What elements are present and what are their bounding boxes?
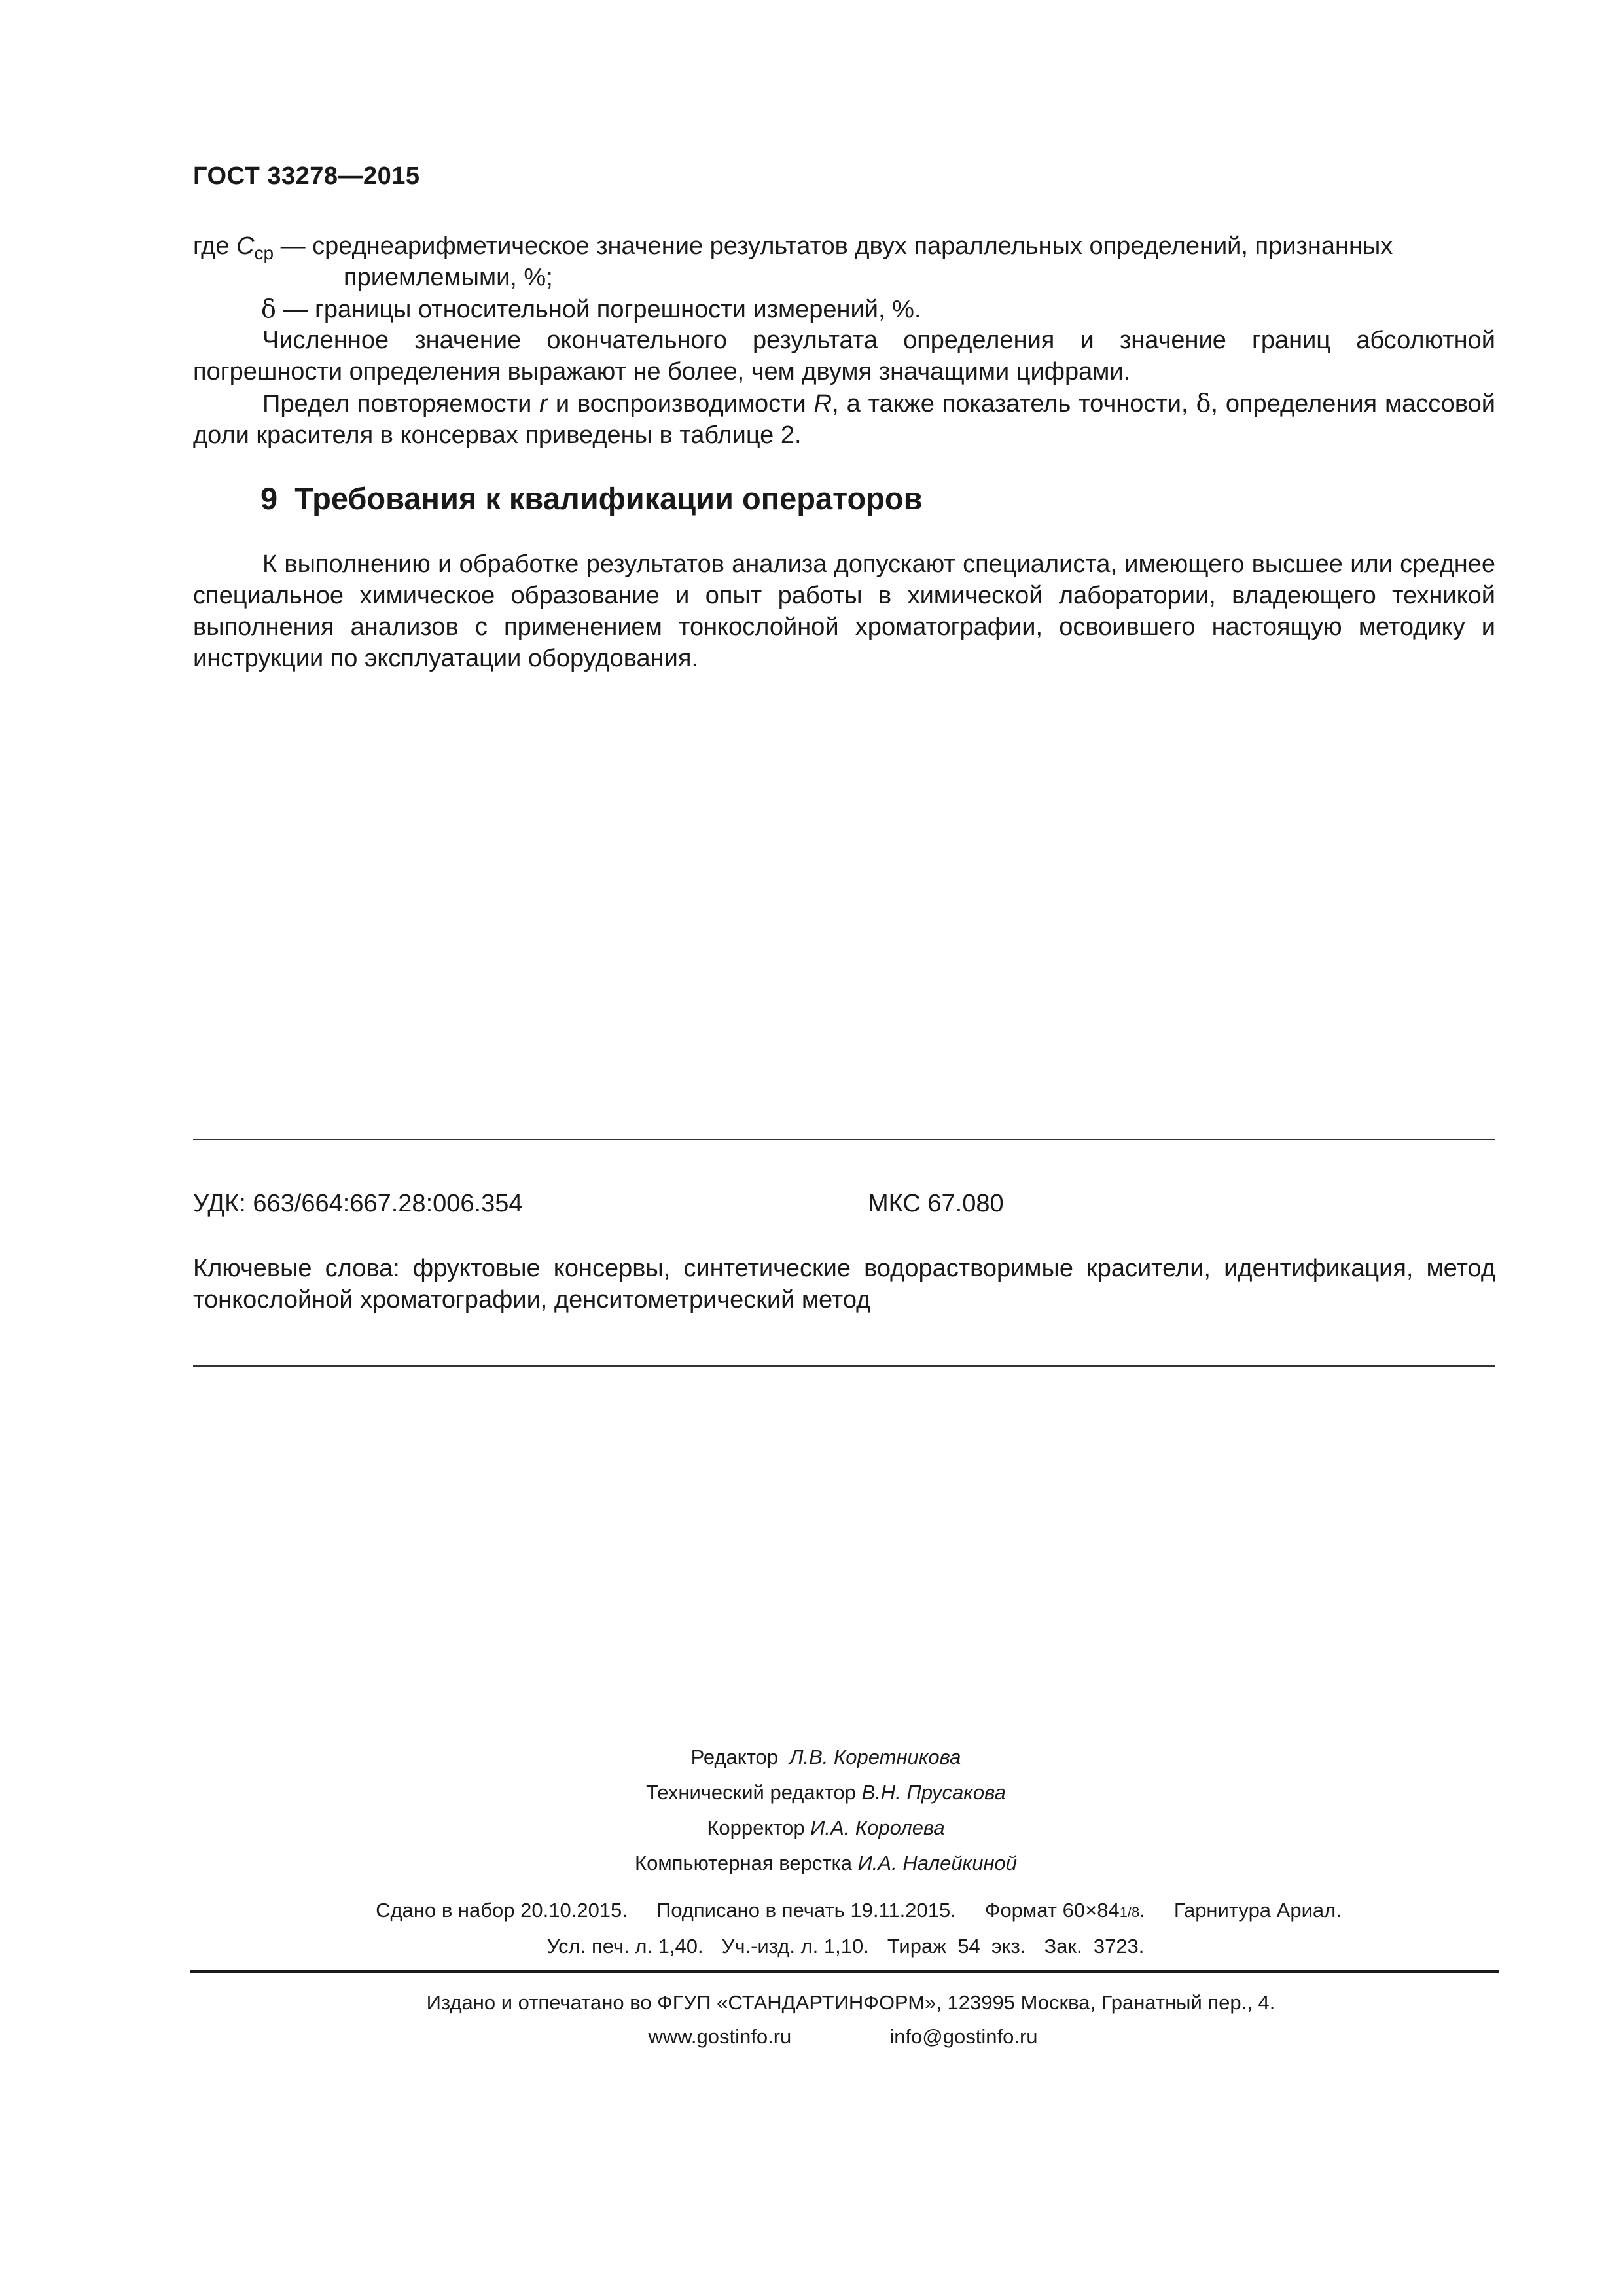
submitted-date: Сдано в набор 20.10.2015. xyxy=(376,1899,628,1922)
keywords: Ключевые слова: фруктовые консервы, синтетические водорастворимые красители, идентификация, метод тонкослойной хроматографии, денситометрический метод xyxy=(193,1255,1495,1314)
credit-name: Л.В. Коретникова xyxy=(789,1746,961,1768)
divider-top xyxy=(193,1139,1495,1140)
section-9-heading: 9 Требования к квалификации операторов xyxy=(260,481,923,516)
credit-role: Компьютерная верстка xyxy=(635,1852,858,1874)
credit-corrector xyxy=(14,1810,1623,1846)
credit-editor xyxy=(14,1740,1623,1775)
publisher-website-link[interactable]: www.gostinfo.ru xyxy=(648,2025,792,2048)
credit-name: И.А. Королева xyxy=(810,1816,945,1839)
print-info-block xyxy=(0,1893,1623,1964)
divider-bottom xyxy=(193,1365,1495,1367)
credit-name: И.А. Налейкиной xyxy=(857,1852,1017,1874)
divider-thick xyxy=(190,1970,1499,1973)
symbol-c: C xyxy=(236,232,255,260)
running-head: ГОСТ 33278—2015 xyxy=(193,162,420,190)
credit-role: Технический редактор xyxy=(646,1781,862,1804)
symbol-c-subscript: ср xyxy=(254,243,274,263)
print-run: Тираж 54 экз. xyxy=(887,1935,1026,1958)
order-number: Зак. 3723. xyxy=(1044,1935,1145,1958)
where-delta-description: — границы относительной погрешности измерений, %. xyxy=(276,296,921,323)
publishing-sheets: Уч.-изд. л. 1,10. xyxy=(721,1935,869,1958)
paper-format: Формат 60×84 xyxy=(984,1899,1120,1922)
limits-text-4: , определения массовой доли красителя в консервах приведены в таблице 2. xyxy=(193,390,1495,449)
symbol-r: r xyxy=(539,390,548,418)
print-sheets: Усл. печ. л. 1,40. xyxy=(546,1935,704,1958)
credit-layout xyxy=(14,1846,1623,1881)
print-info-line-1: Сдано в набор 20.10.2015. Подписано в печать 19.11.2015. Формат 60×841/8. Гарнитура Ариал. xyxy=(376,1899,1342,1922)
signed-date: Подписано в печать 19.11.2015. xyxy=(656,1899,956,1922)
where-explanation xyxy=(193,230,1495,325)
paragraph-limits xyxy=(193,387,1495,451)
limits-text-1: Предел повторяемости xyxy=(262,390,540,418)
symbol-delta: δ xyxy=(261,295,276,323)
udk-code: УДК: 663/664:667.28:006.354 xyxy=(193,1190,523,1217)
limits-text-2: и воспроизводимости xyxy=(547,390,814,418)
credit-tech-editor xyxy=(14,1775,1623,1810)
typeface: Гарнитура Ариал. xyxy=(1173,1899,1342,1922)
mks-code: МКС 67.080 xyxy=(868,1190,1004,1217)
where-line-c-avg xyxy=(193,230,1495,262)
paper-format-fraction: 1/8 xyxy=(1119,1904,1140,1920)
publisher-line: Издано и отпечатано во ФГУП «СТАНДАРТИНФОРМ», 123995 Москва, Гранатный пер., 4. xyxy=(426,1991,1275,2014)
credit-name: В.Н. Прусакова xyxy=(861,1781,1006,1804)
limits-text-3: , а также показатель точности, xyxy=(832,390,1196,418)
paragraph-result-precision: Численное значение окончательного результата определения и значение границ абсолютной погрешности определения выражают не более, чем двумя значащими цифрами. xyxy=(193,327,1495,386)
where-c-description: — среднеарифметическое значение результатов двух параллельных определений, признанных xyxy=(274,232,1393,260)
symbol-delta-inline: δ xyxy=(1196,389,1211,418)
credits-block xyxy=(0,1740,1623,1881)
publisher-links xyxy=(31,2020,1623,2054)
credit-role: Корректор xyxy=(707,1816,811,1839)
publisher-block xyxy=(0,1986,1623,2054)
print-info-line-2 xyxy=(34,1929,1623,1964)
publisher-email-link[interactable]: info@gostinfo.ru xyxy=(889,2025,1038,2048)
section-9-body: К выполнению и обработке результатов анализа допускают специалиста, имеющего высшее или среднее специальное химическое образование и опыт работы в химической лаборатории, владеющего техникой выполнения анализов с применением тонкослойной хроматографии, освоившего настоящую методику и инструкции по эксплуатации оборудования. xyxy=(193,550,1495,672)
where-c-continuation: приемлемыми, %; xyxy=(344,264,553,291)
credit-role: Редактор xyxy=(690,1746,790,1768)
where-prefix: где xyxy=(193,232,237,260)
where-line-delta xyxy=(193,293,1495,325)
symbol-R: R xyxy=(813,390,832,418)
